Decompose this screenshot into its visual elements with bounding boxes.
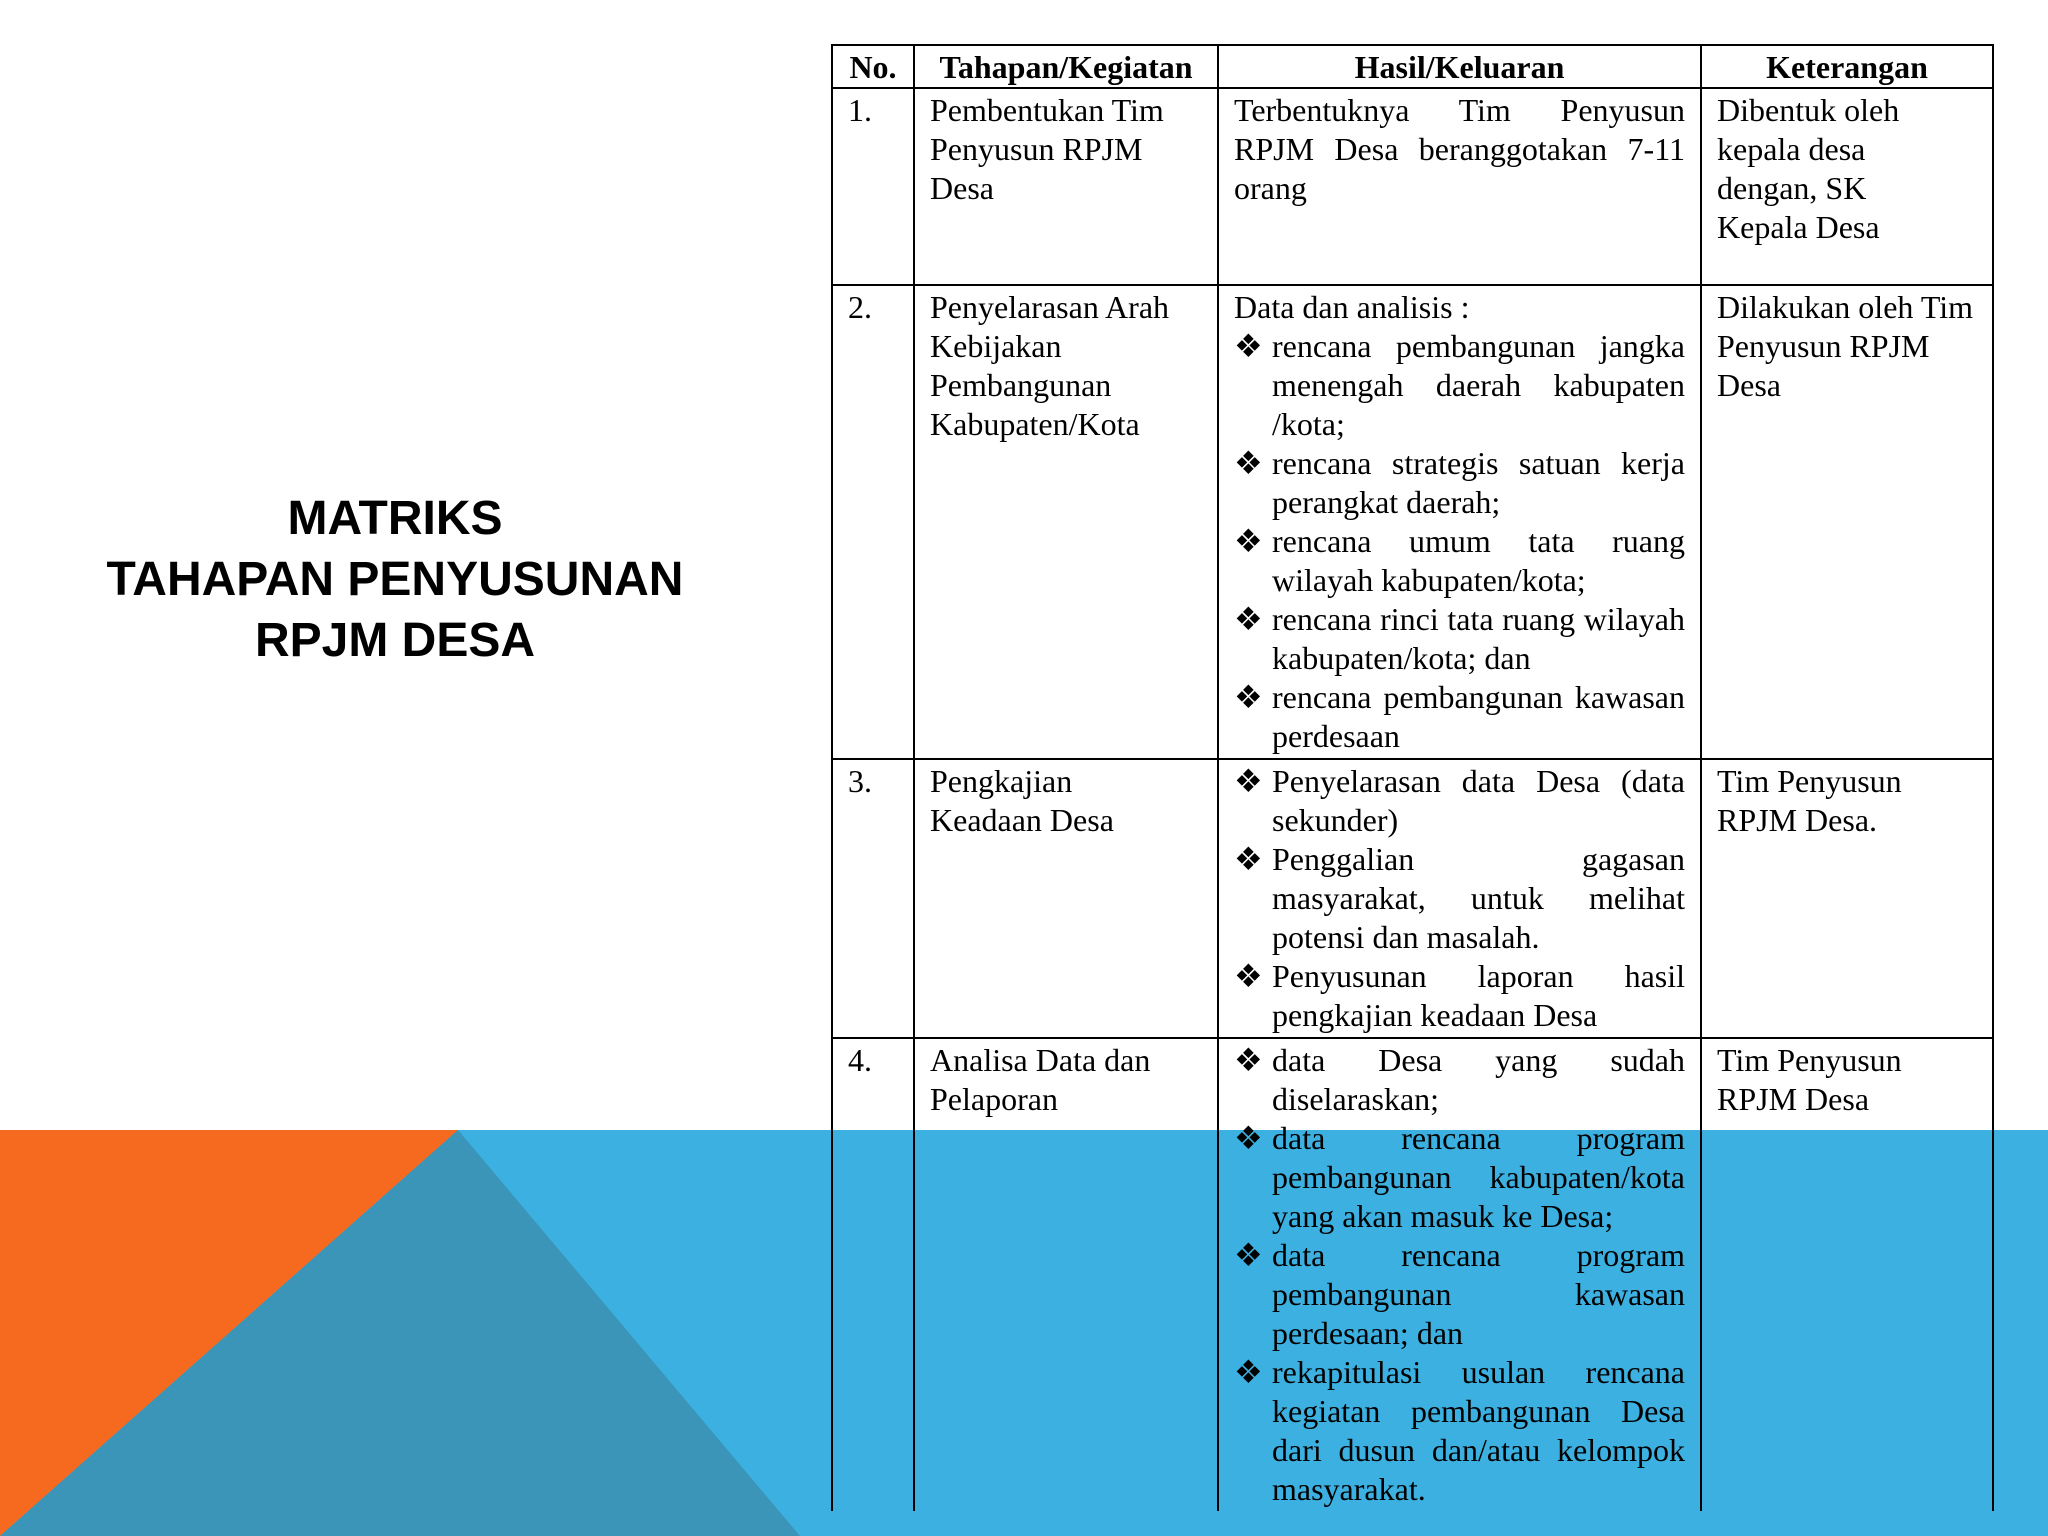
slide-title [60,488,730,671]
table-row [832,759,1993,1038]
header-no: No. [832,45,914,88]
list-item [1234,1353,1685,1509]
table-row [832,285,1993,759]
list-item [1234,1236,1685,1353]
list-item [1234,327,1685,444]
list-item-text: Penyelarasan data Desa (data sekunder) [1272,763,1685,838]
list-item [1234,1119,1685,1236]
list-item [1234,957,1685,1035]
table-header-row [832,45,1993,88]
list-item [1234,444,1685,522]
diamond-ornament-icon: ❖ [1234,958,1263,994]
row-hasil [1218,1038,1701,1511]
list-item-text: data Desa yang sudah diselaraskan; [1272,1042,1685,1117]
header-keterangan: Keterangan [1701,45,1993,88]
list-item [1234,1041,1685,1119]
row-tahapan: Pengkajian Keadaan Desa [914,759,1218,1038]
row-no: 2. [832,285,914,759]
row-keterangan: Dilakukan oleh Tim Penyusun RPJM Desa [1701,285,1993,759]
row-no: 1. [832,88,914,285]
row-tahapan: Analisa Data dan Pelaporan [914,1038,1218,1511]
table-row [832,88,1993,285]
row-no: 4. [832,1038,914,1511]
row-hasil [1218,759,1701,1038]
row-hasil [1218,88,1701,285]
title-line-1: MATRIKS [287,492,503,545]
row-keterangan: Tim Penyusun RPJM Desa. [1701,759,1993,1038]
list-item [1234,762,1685,840]
row-keterangan: Dibentuk oleh kepala desa dengan, SK Kepala Desa [1701,88,1993,285]
list-item-text: rencana pembangunan kawasan perdesaan [1272,679,1685,754]
list-item-text: Penyusunan laporan hasil pengkajian keadaan Desa [1272,958,1685,1033]
list-item-text: rencana pembangunan jangka menengah daerah kabupaten /kota; [1272,328,1685,442]
diamond-ornament-icon: ❖ [1234,1042,1263,1078]
diamond-ornament-icon: ❖ [1234,1120,1263,1156]
diamond-ornament-icon: ❖ [1234,1354,1263,1390]
hasil-intro: Data dan analisis : [1234,289,1470,325]
title-line-2: TAHAPAN PENYUSUNAN [106,553,684,606]
row-tahapan: Pembentukan Tim Penyusun RPJM Desa [914,88,1218,285]
list-item-text: rencana umum tata ruang wilayah kabupaten/kota; [1272,523,1685,598]
row-hasil [1218,285,1701,759]
list-item [1234,678,1685,756]
header-tahapan: Tahapan/Kegiatan [914,45,1218,88]
list-item [1234,600,1685,678]
table-row [832,1038,1993,1511]
diamond-ornament-icon: ❖ [1234,445,1263,481]
row-no: 3. [832,759,914,1038]
diamond-ornament-icon: ❖ [1234,523,1263,559]
list-item-text: data rencana program pembangunan kabupaten/kota yang akan masuk ke Desa; [1272,1120,1685,1234]
hasil-list [1234,1041,1685,1509]
diamond-ornament-icon: ❖ [1234,601,1263,637]
row-tahapan: Penyelarasan Arah Kebijakan Pembangunan Kabupaten/Kota [914,285,1218,759]
hasil-list [1234,327,1685,756]
list-item-text: Penggalian gagasan masyarakat, untuk melihat potensi dan masalah. [1272,841,1685,955]
diamond-ornament-icon: ❖ [1234,841,1263,877]
header-hasil: Hasil/Keluaran [1218,45,1701,88]
diamond-ornament-icon: ❖ [1234,679,1263,715]
title-line-3: RPJM DESA [254,614,536,667]
diamond-ornament-icon: ❖ [1234,1237,1263,1273]
list-item-text: data rencana program pembangunan kawasan perdesaan; dan [1272,1237,1685,1351]
matrix-table [831,44,1994,1511]
diamond-ornament-icon: ❖ [1234,763,1263,799]
list-item-text: rencana rinci tata ruang wilayah kabupaten/kota; dan [1272,601,1685,676]
hasil-intro: Terbentuknya Tim Penyusun RPJM Desa beranggotakan 7-11 orang [1234,92,1685,206]
list-item-text: rencana strategis satuan kerja perangkat daerah; [1272,445,1685,520]
list-item [1234,522,1685,600]
hasil-list [1234,762,1685,1035]
row-keterangan: Tim Penyusun RPJM Desa [1701,1038,1993,1511]
list-item [1234,840,1685,957]
diamond-ornament-icon: ❖ [1234,328,1263,364]
list-item-text: rekapitulasi usulan rencana kegiatan pembangunan Desa dari dusun dan/atau kelompok masyarakat. [1272,1354,1685,1507]
